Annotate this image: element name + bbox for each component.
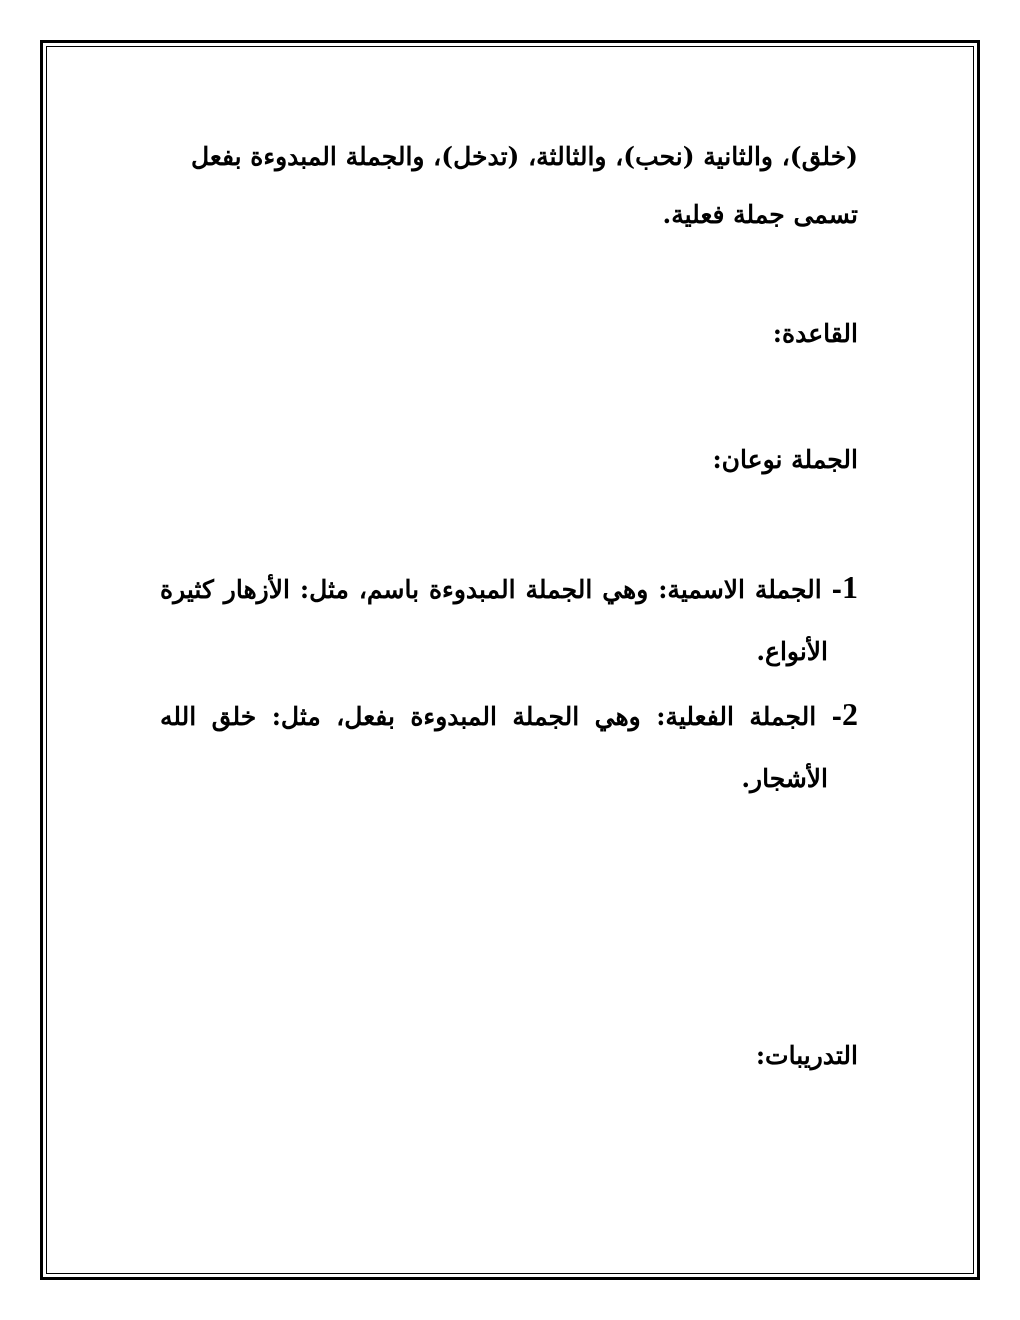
list-item-continuation: الأشجار. bbox=[741, 764, 828, 793]
list-number: 2 bbox=[842, 696, 858, 732]
list-item-continuation: الأنواع. bbox=[756, 637, 828, 666]
list-item-text: - الجملة الاسمية: وهي الجملة المبدوءة باسم، مثل: الأزهار كثيرة bbox=[160, 575, 842, 604]
exercises-heading: التدريبات: bbox=[755, 1041, 858, 1070]
paragraph-line-1: (خلق)، والثانية (نحب)، والثالثة، (تدخل)، والجملة المبدوءة بفعل bbox=[190, 142, 858, 171]
types-heading: الجملة نوعان: bbox=[712, 445, 858, 474]
list-item-text: - الجملة الفعلية: وهي الجملة المبدوءة بفعل، مثل: خلق الله bbox=[160, 702, 842, 731]
list-number: 1 bbox=[842, 569, 858, 605]
list-item-nominal bbox=[160, 556, 858, 683]
sentence-types-list bbox=[160, 556, 858, 810]
paragraph-line-2: تسمى جملة فعلية. bbox=[662, 200, 858, 229]
list-item-verbal bbox=[160, 683, 858, 810]
rule-heading: القاعدة: bbox=[772, 319, 858, 348]
intro-paragraph bbox=[160, 128, 858, 244]
